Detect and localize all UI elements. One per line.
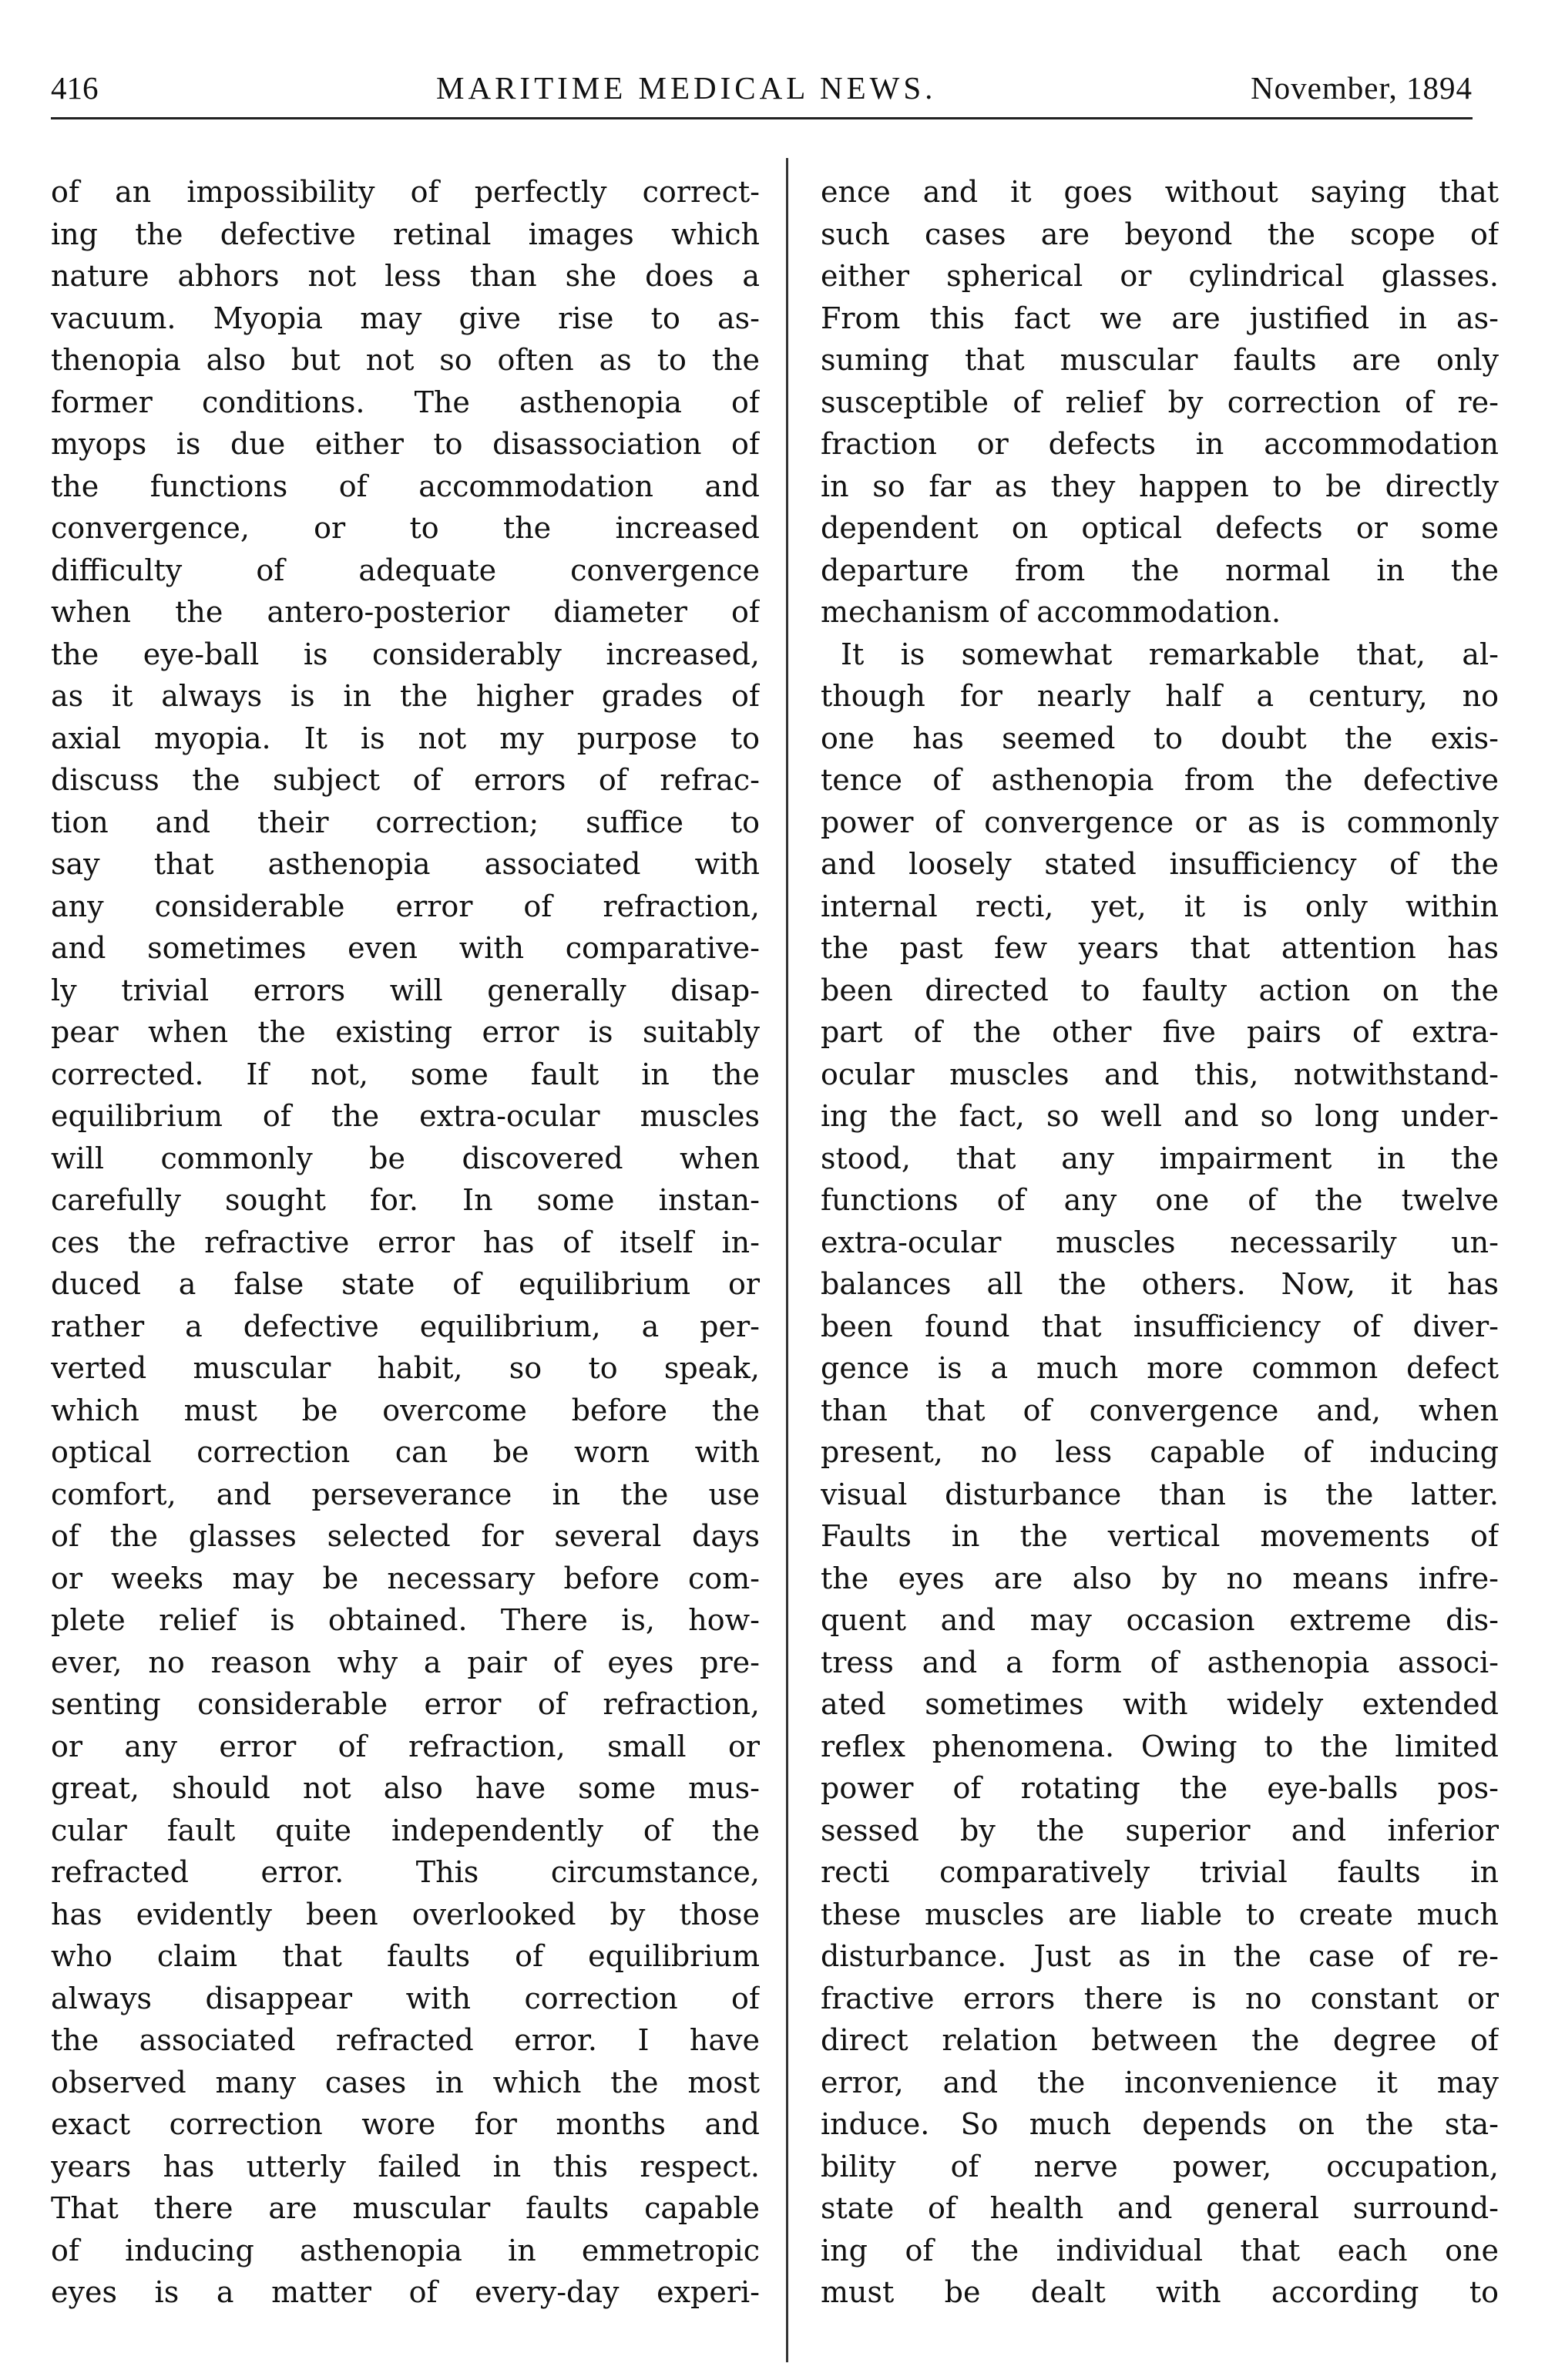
text-line: discuss the subject of errors of refrac-: [51, 763, 760, 797]
text-line: part of the other five pairs of extra-: [821, 1015, 1499, 1049]
text-line: has evidently been overlooked by those: [51, 1897, 760, 1931]
text-line: who claim that faults of equilibrium: [51, 1939, 760, 1973]
text-line: years has utterly failed in this respect.: [51, 2149, 760, 2183]
text-line: equilibrium of the extra-ocular muscles: [51, 1099, 760, 1133]
text-line: the associated refracted error. I have: [51, 2023, 760, 2057]
text-line: and sometimes even with comparative-: [51, 931, 760, 965]
text-line: plete relief is obtained. There is, how-: [51, 1603, 760, 1637]
text-line: difficulty of adequate convergence: [51, 553, 760, 587]
text-line: fraction or defects in accommodation: [821, 427, 1499, 461]
text-line: dependent on optical defects or some: [821, 511, 1499, 545]
text-line: of the glasses selected for several days: [51, 1519, 760, 1553]
text-line: fractive errors there is no constant or: [821, 1981, 1499, 2015]
text-line: in so far as they happen to be directly: [821, 469, 1499, 503]
text-line: direct relation between the degree of: [821, 2023, 1499, 2057]
text-line: visual disturbance than is the latter.: [821, 1477, 1499, 1511]
text-line: ing the defective retinal images which: [51, 217, 760, 251]
text-line: carefully sought for. In some instan-: [51, 1183, 760, 1217]
text-line: great, should not also have some mus-: [51, 1771, 760, 1805]
text-line: ing the fact, so well and so long under-: [821, 1099, 1499, 1133]
text-line: functions of any one of the twelve: [821, 1183, 1499, 1217]
header-rule: [51, 117, 1473, 119]
text-line: rather a defective equilibrium, a per-: [51, 1309, 760, 1343]
text-line: power of rotating the eye-balls pos-: [821, 1771, 1499, 1805]
text-line: tress and a form of asthenopia associ-: [821, 1645, 1499, 1679]
text-line: ever, no reason why a pair of eyes pre-: [51, 1645, 760, 1679]
page-number: 416: [51, 70, 99, 106]
text-line: departure from the normal in the: [821, 553, 1499, 587]
text-line: comfort, and perseverance in the use: [51, 1477, 760, 1511]
text-line: ing of the individual that each one: [821, 2233, 1499, 2267]
text-line: suming that muscular faults are only: [821, 343, 1499, 377]
text-line: balances all the others. Now, it has: [821, 1267, 1499, 1301]
text-line: the eye-ball is considerably increased,: [51, 637, 760, 671]
text-line: stood, that any impairment in the: [821, 1141, 1499, 1175]
text-line: convergence, or to the increased: [51, 511, 760, 545]
text-line: reflex phenomena. Owing to the limited: [821, 1729, 1499, 1763]
text-line: error, and the inconvenience it may: [821, 2065, 1499, 2099]
text-line: these muscles are liable to create much: [821, 1897, 1499, 1931]
text-line: or any error of refraction, small or: [51, 1729, 760, 1763]
journal-title: MARITIME MEDICAL NEWS.: [436, 70, 937, 106]
text-line: any considerable error of refraction,: [51, 889, 760, 923]
text-line: senting considerable error of refraction,: [51, 1687, 760, 1721]
text-line: though for nearly half a century, no: [821, 679, 1499, 713]
text-line: former conditions. The asthenopia of: [51, 385, 760, 419]
text-line: tion and their correction; suffice to: [51, 805, 760, 839]
text-line: will commonly be discovered when: [51, 1141, 760, 1175]
text-line: than that of convergence and, when: [821, 1393, 1499, 1427]
text-line: myops is due either to disassociation of: [51, 427, 760, 461]
text-line: disturbance. Just as in the case of re-: [821, 1939, 1499, 1973]
text-line: extra-ocular muscles necessarily un-: [821, 1225, 1499, 1259]
text-line: Faults in the vertical movements of: [821, 1519, 1499, 1553]
text-line: gence is a much more common defect: [821, 1351, 1499, 1385]
text-line: one has seemed to doubt the exis-: [821, 721, 1499, 755]
text-line: quent and may occasion extreme dis-: [821, 1603, 1499, 1637]
text-line: optical correction can be worn with: [51, 1435, 760, 1469]
text-line: been found that insufficiency of diver-: [821, 1309, 1499, 1343]
text-line: either spherical or cylindrical glasses.: [821, 259, 1499, 293]
text-line: state of health and general surround-: [821, 2191, 1499, 2225]
issue-date: November, 1894: [1251, 70, 1473, 106]
text-line: From this fact we are justified in as-: [821, 301, 1499, 335]
text-line: as it always is in the higher grades of: [51, 679, 760, 713]
text-line: ces the refractive error has of itself in-: [51, 1225, 760, 1259]
text-line: present, no less capable of inducing: [821, 1435, 1499, 1469]
text-line: eyes is a matter of every-day experi-: [51, 2275, 760, 2309]
text-line: mechanism of accommodation.: [821, 595, 1281, 629]
text-line: internal recti, yet, it is only within: [821, 889, 1499, 923]
text-line: always disappear with correction of: [51, 1981, 760, 2015]
text-line: That there are muscular faults capable: [51, 2191, 760, 2225]
text-line: must be dealt with according to: [821, 2275, 1499, 2309]
text-line: observed many cases in which the most: [51, 2065, 760, 2099]
text-line: say that asthenopia associated with: [51, 847, 760, 881]
text-line: nature abhors not less than she does a: [51, 259, 760, 293]
text-line: recti comparatively trivial faults in: [821, 1855, 1499, 1889]
left-text-column: [51, 171, 760, 2314]
text-line: which must be overcome before the: [51, 1393, 760, 1427]
text-line: bility of nerve power, occupation,: [821, 2149, 1499, 2183]
text-line: ence and it goes without saying that: [821, 175, 1499, 209]
text-line: the eyes are also by no means infre-: [821, 1561, 1499, 1595]
text-line: pear when the existing error is suitably: [51, 1015, 760, 1049]
text-line: vacuum. Myopia may give rise to as-: [51, 301, 760, 335]
text-line: It is somewhat remarkable that, al-: [841, 637, 1499, 671]
text-line: susceptible of relief by correction of re-: [821, 385, 1499, 419]
text-line: thenopia also but not so often as to the: [51, 343, 760, 377]
text-line: or weeks may be necessary before com-: [51, 1561, 760, 1595]
text-line: ly trivial errors will generally disap-: [51, 973, 760, 1007]
text-line: power of convergence or as is commonly: [821, 805, 1499, 839]
right-text-column: [821, 171, 1499, 2314]
text-line: of an impossibility of perfectly correct-: [51, 175, 760, 209]
text-line: verted muscular habit, so to speak,: [51, 1351, 760, 1385]
text-line: been directed to faulty action on the: [821, 973, 1499, 1007]
text-line: cular fault quite independently of the: [51, 1813, 760, 1847]
text-line: such cases are beyond the scope of: [821, 217, 1499, 251]
text-line: ocular muscles and this, notwithstand-: [821, 1057, 1499, 1091]
text-line: induce. So much depends on the sta-: [821, 2107, 1499, 2141]
text-line: of inducing asthenopia in emmetropic: [51, 2233, 760, 2267]
text-line: the past few years that attention has: [821, 931, 1499, 965]
text-line: sessed by the superior and inferior: [821, 1813, 1499, 1847]
text-line: duced a false state of equilibrium or: [51, 1267, 760, 1301]
text-line: corrected. If not, some fault in the: [51, 1057, 760, 1091]
text-line: the functions of accommodation and: [51, 469, 760, 503]
text-line: tence of asthenopia from the defective: [821, 763, 1499, 797]
text-line: axial myopia. It is not my purpose to: [51, 721, 760, 755]
running-head: [51, 65, 1473, 111]
text-line: refracted error. This circumstance,: [51, 1855, 760, 1889]
text-line: and loosely stated insufficiency of the: [821, 847, 1499, 881]
text-line: ated sometimes with widely extended: [821, 1687, 1499, 1721]
column-divider: [786, 158, 788, 2362]
text-line: exact correction wore for months and: [51, 2107, 760, 2141]
text-line: when the antero-posterior diameter of: [51, 595, 760, 629]
